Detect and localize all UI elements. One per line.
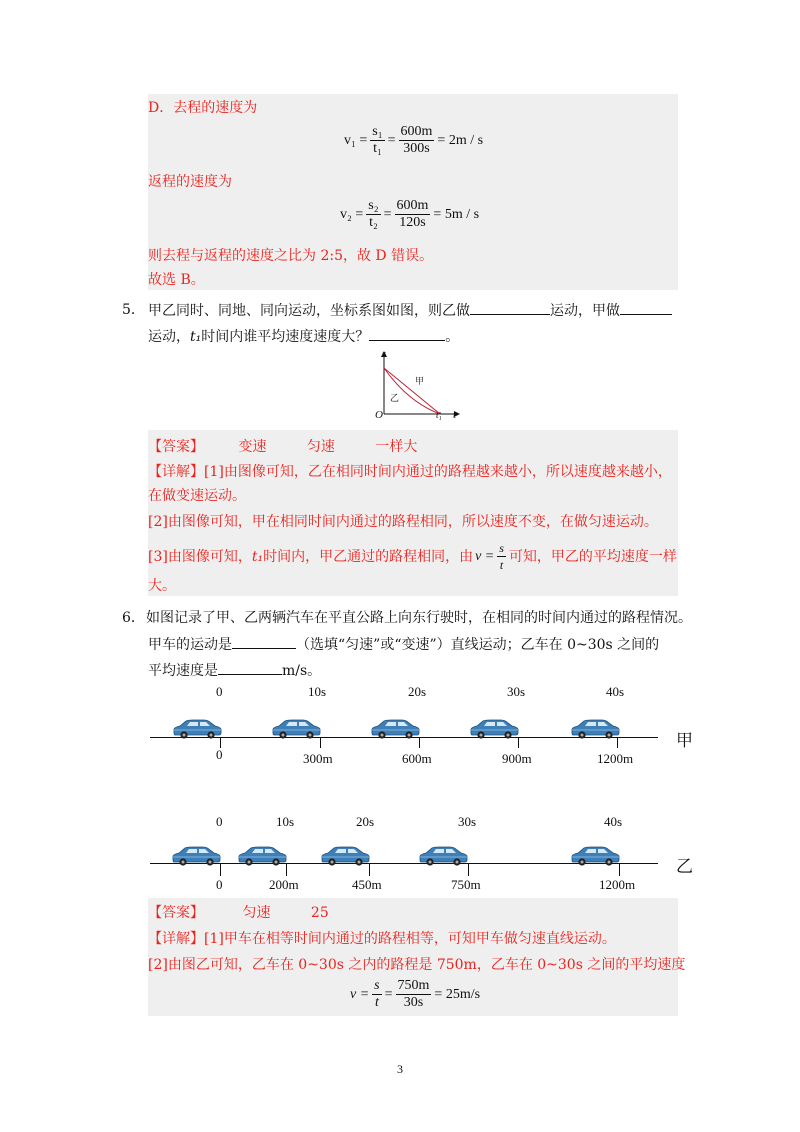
road-jia	[0, 680, 800, 780]
road-yi-dist-4: 1200m	[599, 877, 636, 892]
car-icon	[319, 845, 371, 867]
q5-answer-tag: 【答案】	[148, 439, 204, 455]
q5-detail-1b: 在做变速运动。	[148, 488, 246, 504]
q5-blank-1[interactable]	[470, 300, 550, 315]
road-yi-time-3: 30s	[458, 814, 477, 829]
formula-v1-frac-val	[399, 124, 435, 157]
q5-detail-1	[148, 462, 672, 482]
q6-blank-2[interactable]	[218, 660, 282, 675]
q6-line2-a: 甲车的运动是	[148, 637, 232, 653]
q5-axis-t: t	[453, 409, 457, 421]
q5-blank-3[interactable]	[369, 326, 445, 341]
q6-formula-lhs: v =	[350, 986, 370, 1002]
road-jia-time-3: 30s	[507, 684, 526, 699]
q5-line2-text-b: 时间内谁平均速度速度大？	[201, 329, 370, 345]
formula-v1-result: = 2m / s	[437, 132, 484, 148]
q6-line2	[148, 634, 659, 655]
road-jia-time-4: 40s	[606, 684, 625, 699]
frac-den: t₁	[373, 141, 382, 156]
ratio-line: 则去程与返程的速度之比为 2:5，故 D 错误。	[148, 248, 434, 264]
frac-den: 300s	[403, 141, 430, 156]
frac-num: s	[374, 978, 380, 993]
road-yi-time-1: 10s	[276, 814, 295, 829]
road-jia-name: 甲	[676, 731, 693, 751]
q6-line1: 如图记录了甲、乙两辆汽车在平直公路上向东行驶时，在相同的时间内通过的路程情况。	[146, 610, 692, 626]
q5-detail-1-text: [1]由图像可知，乙在相同时间内通过的路程越来越小，所以速度越来越小，	[204, 464, 672, 480]
q5-detail-3b: 大。	[148, 578, 176, 594]
q6-answer-tag: 【答案】	[148, 905, 204, 921]
q5-line2-t1: t₁	[190, 329, 202, 345]
road-yi-dist-0: 0	[216, 877, 223, 892]
q5-number: 5．	[122, 302, 145, 318]
q5-origin: O	[375, 409, 383, 421]
q5-tick-t1: t₁	[436, 410, 442, 420]
road-yi-time-4: 40s	[604, 814, 623, 829]
road-yi-time-2: 20s	[356, 814, 375, 829]
q5-answer-2: 匀速	[306, 439, 335, 455]
q5-line1	[148, 300, 672, 321]
car-icon	[236, 845, 288, 867]
frac-den: 30s	[403, 995, 424, 1010]
choice-line: 故选 B。	[148, 272, 205, 288]
car-icon	[468, 718, 520, 740]
formula-v2-frac-val	[395, 198, 431, 231]
q5-line1-text-a: 甲乙同时、同地、同向运动，坐标系图如图，则乙做	[148, 303, 470, 319]
formula-v2	[340, 198, 479, 231]
q5-label-jia: 甲	[415, 377, 425, 387]
q5-line2	[148, 326, 459, 347]
q5-blank-2[interactable]	[620, 300, 672, 315]
formula-v1-frac-sym	[370, 124, 384, 157]
q5-detail-3-t1: t₁	[251, 548, 264, 565]
frac-num: 600m	[400, 124, 433, 139]
q6-formula-frac-val	[396, 978, 432, 1011]
formula-v1-eq: =	[387, 132, 396, 148]
return-speed-label: 返程的速度为	[148, 174, 232, 190]
q6-blank-1[interactable]	[232, 634, 296, 649]
q5-line1-text-b: 运动，甲做	[550, 303, 620, 319]
q5-detail-3	[148, 540, 677, 573]
car-icon	[170, 845, 222, 867]
road-jia-time-0: 0	[216, 684, 223, 699]
q5-detail-3-c: 可知，甲乙的平均速度一样	[508, 548, 677, 565]
road-jia-dist-3: 900m	[502, 751, 532, 766]
q5-detail-3-v: v =	[475, 548, 495, 564]
q5-detail-3-frac	[497, 540, 506, 573]
formula-v2-lhs: v₂ =	[340, 206, 364, 222]
q5-label-yi: 乙	[390, 394, 400, 404]
q5-st-graph	[370, 350, 460, 428]
road-yi-name: 乙	[676, 857, 693, 877]
formula-v1	[344, 124, 483, 157]
formula-v2-eq: =	[383, 206, 392, 222]
road-jia-time-1: 10s	[308, 684, 327, 699]
frac-num: 600m	[396, 198, 429, 213]
q6-answer-2: 25	[310, 905, 329, 921]
frac-den: t₂	[369, 215, 378, 230]
q5-detail-tag: 【详解】	[148, 464, 204, 480]
car-icon	[417, 845, 469, 867]
frac-num: s₂	[368, 198, 379, 213]
frac-den: t	[499, 558, 504, 572]
q6-number: 6．	[122, 610, 145, 626]
q5-line2-text-a: 运动，	[148, 329, 190, 345]
formula-v1-lhs: v₁ =	[344, 132, 368, 148]
q6-detail-2: [2]由图乙可知，乙车在 0~30s 之内的路程是 750m，乙车在 0~30s 之间的平均速度	[148, 957, 686, 973]
car-icon	[270, 718, 322, 740]
road-yi-time-0: 0	[216, 814, 223, 829]
q5-detail-3-a: [3]由图像可知，	[148, 548, 252, 565]
q5-answer-line	[148, 437, 417, 457]
q5-line2-text-c: 。	[445, 329, 460, 345]
q5-answer-1: 变速	[238, 439, 267, 455]
formula-v2-result: = 5m / s	[433, 206, 480, 222]
frac-num: 750m	[397, 978, 430, 993]
q6-answer-line	[148, 903, 329, 923]
frac-num: s₁	[372, 124, 383, 139]
road-yi-dist-2: 450m	[352, 877, 382, 892]
q6-answer-1: 匀速	[242, 905, 271, 921]
q6-detail-1	[148, 929, 616, 949]
q5-detail-3-b: 时间内，甲乙通过的路程相同，由	[263, 548, 474, 565]
car-icon	[171, 718, 223, 740]
q5-answer-3: 一样大	[375, 439, 418, 455]
option-d-line: D．去程的速度为	[148, 100, 258, 116]
car-icon	[569, 718, 621, 740]
q5-detail-2: [2]由图像可知，甲在相同时间内通过的路程相同，所以速度不变，在做匀速运动。	[148, 514, 658, 530]
q6-line3	[148, 660, 321, 681]
q6-line2-b: （选填“匀速”或“变速”）直线运动；乙车在 0~30s 之间的	[296, 637, 660, 653]
q6-formula-eq: =	[384, 986, 393, 1002]
q6-line3-a: 平均速度是	[148, 663, 218, 679]
road-jia-dist-4: 1200m	[597, 751, 634, 766]
formula-v2-frac-sym	[366, 198, 380, 231]
car-icon	[369, 718, 421, 740]
road-yi	[0, 810, 800, 900]
q6-formula-frac-sym	[372, 978, 381, 1011]
road-jia-dist-2: 600m	[402, 751, 432, 766]
frac-den: 120s	[399, 215, 426, 230]
q6-detail-tag: 【详解】	[148, 931, 204, 947]
road-jia-dist-1: 300m	[303, 751, 333, 766]
q6-formula-result: = 25m/s	[434, 986, 481, 1002]
page-number: 3	[397, 1062, 403, 1076]
frac-num: s	[499, 541, 504, 555]
q6-formula	[350, 978, 480, 1011]
q5-axis-s: s	[382, 349, 386, 360]
q6-line3-b: m/s。	[282, 663, 322, 679]
q6-detail-1-text: [1]甲车在相等时间内通过的路程相等，可知甲车做匀速直线运动。	[204, 931, 616, 947]
road-jia-time-2: 20s	[408, 684, 427, 699]
road-jia-dist-0: 0	[216, 747, 223, 762]
frac-den: t	[374, 995, 379, 1010]
road-yi-dist-1: 200m	[269, 877, 299, 892]
car-icon	[569, 845, 621, 867]
road-yi-dist-3: 750m	[451, 877, 481, 892]
